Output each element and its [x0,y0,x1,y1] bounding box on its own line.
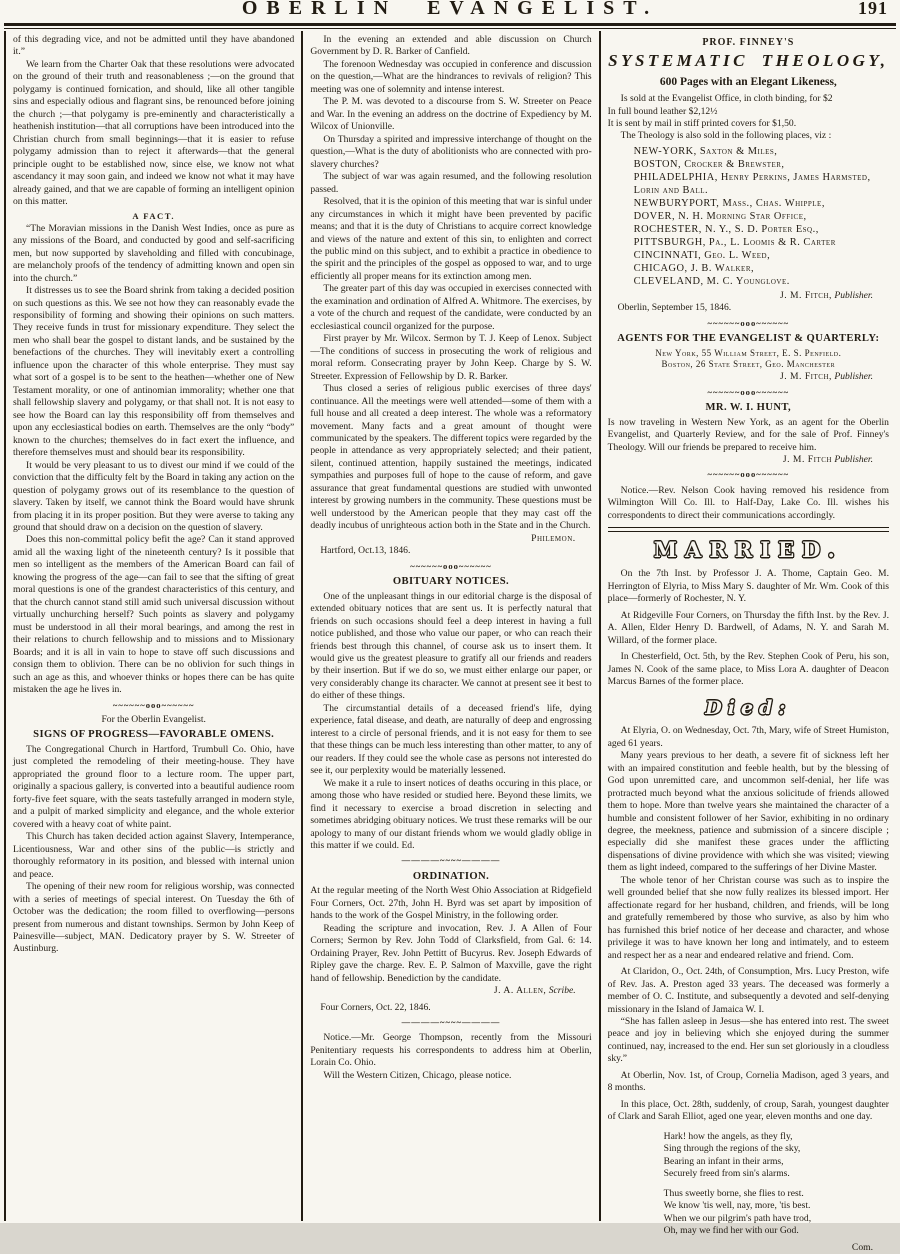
paragraph-died-2: Many years previous to her death, a severe fit of sickness left her with an impaired constitution and feeble health, but by the blessing of God upon unremitted care, and uncommon self-denial, her life was protracted much beyond what the anxious solicitude of friends allowed them to hope. More than twelve years she maintained the character of a humble and consistent follower of her Savior, exhibiting in no ordinary degree, the meekness, patience and submission of a sincere disciple ; especially did she manifest these graces under the afflicting dispensations of divine providence with which she was visited; viewing them as light indeed, compared to the sufferings of her Divine Master. [607,750,889,874]
heading-agents: AGENTS FOR THE EVANGELIST & QUARTERLY: [617,333,880,345]
seller-chicago: CHICAGO, J. B. Walker, [633,262,755,274]
signature-com: Com. [851,1241,873,1253]
double-rule [608,527,889,532]
heading-600-pages: 600 Pages with an Elegant Likeness, [659,76,837,89]
heading-prof-finneys: PROF. FINNEY'S [702,37,795,48]
paragraph-church-action: This Church has taken decided action against Slavery, Intemperance, Licentiousness, War and other sins of the public—is strictly and thoroughly reformatory in its position, and blessed with internal union and peace. [13,831,295,880]
signature-fitch-1 [608,290,889,302]
paragraph-ordination-1: At the regular meeting of the North West Ohio Association at Ridgefield Four Corners, Oct. 27th, John H. Byrd was set apart by imposition of hands to the work of the Gospel Ministry, in the following order. [310,885,592,922]
signature-fitch-2 [608,371,889,383]
paragraph-forenoon-wednesday: The forenoon Wednesday was occupied in conference and discussion on the question,—What are the hindrances to revivals of religion? This meeting was one of solemnity and intense interest. [310,58,592,95]
paragraph-leather-price: In full bound leather $2,12½ [607,105,718,117]
paragraph-ordination-2: Reading the scripture and invocation, Rev. J. A Allen of Four Corners; Sermon by Rev. John Todd of Clarksfield, from Gal. 6: 14. Ordaining Prayer, Rev. John Pettitt of Bucyrus. Rev. Joseph Edwards of Ripley gave the charge. Rev. E. P. Salmon of Maxville, gave the right hand of fellowship. Benediction by the candidate. [310,922,592,984]
paragraph-notice-nelson-cook: Notice.—Rev. Nelson Cook having removed his residence from Wilmington Will Co. Ill. to Half-Day, Lake Co. Ill. wishes his correspondents to direct their communications accordingly. [607,484,889,521]
poem-line: We know 'tis well, nay, more, 'tis best. [663,1200,811,1212]
signature-fitch-1-name: J. M. Fitch, [779,289,832,301]
seller-pittsburgh: PITTSBURGH, Pa., L. Loomis & R. Carter [633,236,836,248]
signature-fitch-1-role: Publisher. [834,289,873,301]
section-separator: ~~~~~~ooo~~~~~~ [707,317,790,328]
paragraph-greater-part: The greater part of this day was occupied in exercises connected with the examination and ordination of Alfred A. Whitmore. The exercises, by a vote of the church and request of the candidate, were conducted by an ecclesiastical council organized for the purpose. [310,283,592,332]
seller-cincinnati: CINCINNATI, Geo. L. Weed, [633,249,771,261]
seller-rochester: ROCHESTER, N. Y., S. D. Porter Esq., [633,223,819,235]
paragraph-thus-closed: Thus closed a series of religious public exercises of three days' continuance. All the meetings were well attended—some of them with a full house and all created a deep interest. The whole was a reformatory movement. Many facts and a great amount of thought were communicated by the speakers. The different topics were regarded by the people in attendance as very appropriately selected; and their patient, silent, continued attention, happily sustained the meetings, indicated sympathies and purposes full of hope to the cause of reform, and gave assurance that great fundamental questions are studied with unwonted interest by growing numbers in the community. These questions must be well understood by the American people that they may cast off the deadly incubus of unrighteous action both in the State and in the Church. [310,383,592,532]
poem-line: Hark! how the angels, as they fly, [663,1130,793,1142]
poem-line: Oh, may we find her with our God. [663,1225,799,1237]
seller-dover: DOVER, N. H. Morning Star Office, [633,210,807,222]
seller-cleveland: CLEVELAND, M. C. Younglove. [633,275,790,287]
section-separator: ————~~~~———— [401,855,501,866]
signature-fitch-3-role: Publisher. [834,453,873,465]
paragraph-obituary-1: One of the unpleasant things in our editorial charge is the disposal of extended obituary notices that are sent us. It is perfectly natural that friends on such occasions should feel a deep interest in having a full notice published, and those who value our paper, or who can reach their friends best through this channel, of course ask us to insert them. It would give us the greatest pleasure to gratify all our friends and readers by their insertion. But if we do so, we must either enlarge our paper, or very considerably change its character. We cannot at present see it best to do either of these things. [310,590,592,702]
heading-a-fact: A FACT. [132,210,175,221]
column-3 [599,31,896,1253]
dateline-oberlin: Oberlin, September 15, 1846. [617,302,732,314]
heading-ordination: ORDINATION. [412,870,490,882]
poem-line: When we our pilgrim's path have trod, [663,1212,812,1224]
seller-philadelphia: PHILADELPHIA, Henry Perkins, James Harmsted, Lorin and Ball. [633,171,871,196]
column-2 [301,31,598,1221]
poem-stanza-1 [664,1131,889,1181]
dateline-four-corners: Four Corners, Oct. 22, 1846. [320,1001,431,1013]
signature-fitch-2-name: J. M. Fitch, [779,371,832,383]
poem-stanza-2 [664,1188,889,1238]
paragraph-died-6: At Oberlin, Nov. 1st, of Croup, Cornelia Madison, aged 3 years, and 8 months. [607,1069,889,1094]
paragraph-notice-thompson: Notice.—Mr. George Thompson, recently from the Missouri Penitentiary requests his correspondents to address him at Oberlin, Lorain Co. Ohio. [310,1032,592,1069]
signature-allen-role: Scribe. [548,985,576,997]
paragraph-died-7: In this place, Oct. 28th, suddenly, of croup, Sarah, youngest daughter of Clark and Sarah Elliot, aged one year, eleven months and one day. [607,1098,889,1123]
header-rule [4,23,896,29]
seller-new-york: NEW-YORK, Saxton & Miles, [633,145,778,157]
paragraph-died-5: “She has fallen asleep in Jesus—she has entered into rest. The sweet peace and joy in believing which she enjoyed during the summer continued, nay, increased to the end. Her sun set gloriously in a cloudless sky.” [607,1016,889,1065]
signature-allen [310,985,591,997]
poem-line: Securely freed from sin's alarms. [663,1168,790,1180]
section-separator: ~~~~~~ooo~~~~~~ [707,469,790,480]
paragraph-married-1: On the 7th Inst. by Professor J. A. Thome, Captain Geo. M. Herrington of Elyria, to Miss Mary S. daughter of Mr. Wm. Cook of this place—formerly of Rochester, N. Y. [607,568,889,605]
paragraph-congregational-church: The Congregational Church in Hartford, Trumbull Co. Ohio, have just completed the remodeling of their meeting-house. They have appropriated the ground floor to a lecture room. The upper part, originally a spacious gallery, is converted into a beautiful audience room forty-five feet square, with the seats tastefully arranged in modern style, and a pulpit of marked simplicity and elegance, and the whole exterior covered with a heavy coat of white paint. [13,743,295,830]
paragraph-first-prayer: First prayer by Mr. Wilcox. Sermon by T. J. Keep of Lenox. Subject—The conditions of success in prosecuting the work of religious and moral reform. Consecrating prayer by John Keep. Charge by S. W. Streeter. Expression of Fellowship by D. R. Barker. [310,333,592,382]
paragraph-moravian: “The Moravian missions in the Danish West Indies, once as pure as any missions of the Board, and conducted by good and self-sacrificing men, but now supported by slaveholding and filled with concubinage, are melancholy proofs of the tendency of admitting known and open sin into the church.” [13,222,295,284]
columns [4,31,896,1253]
paragraph-subject-of-war: The subject of war was again resumed, and the following resolution passed. [310,171,592,195]
paragraph-obituary-3: We make it a rule to insert notices of deaths occuring in this place, or among those who have resided or studied here. Beyond these limits, we find it necessary to exercise a broad discretion in selecting and sometimes abridging obituary notices. We trust these remarks will be our apology to many of our distant friends whom we would gladly oblige in this matter if we could. Ed. [310,777,592,851]
paragraph-sold-at-office: Is sold at the Evangelist Office, in cloth binding, for $2 [620,93,833,105]
seller-boston: BOSTON, Crocker & Brewster, [633,158,785,170]
paragraph-hunt: Is now traveling in Western New York, as an agent for the Oberlin Evangelist, and Quarterly Review, and for the sale of Prof. Finney's Theology. Will our friends be prepared to receive him. [607,416,889,453]
paragraph-distresses: It distresses us to see the Board shrink from taking a decided position on such questions as this. We see not how they can reasonably evade the responsibility of forming and showing their opinions on such matters. They receive funds in trust for missionary expenditure. They select the men who shall bear the gospel to distant lands, and be sustained by the benefactions of the churches. They will inevitably exert a controlling influence upon the character of this whole enterprise. They must say what sort of a gospel is to be sent to the heathen—whether one of New Testament morality, or one of antinomian immorality; whether one that shall fellowship slavery and polygamy, or that shall not. It is not easy to see how the Board can lay this responsibility off from themselves and upon any ecclesiastical bodies on earth. Themselves are the only “body” known to the churches; themselves do in fact exert the influence, and therefore themselves must and should bear its responsibility. [13,285,295,459]
seller-list [634,145,889,288]
signature-allen-name: J. A. Allen, [493,985,547,997]
dateline-hartford: Hartford, Oct.13, 1846. [320,545,411,557]
signature-philemon: Philemon. [531,532,576,544]
section-separator: ~~~~~~ooo~~~~~~ [410,560,492,571]
newspaper-title: OBERLIN EVANGELIST. [241,0,659,19]
byline-for-evangelist: For the Oberlin Evangelist. [101,713,206,725]
paragraph-married-3: In Chesterfield, Oct. 5th, by the Rev. Stephen Cook of Peru, his son, James N. Cook of the same place, to Miss Lora A. daughter of Deacon Marcus Barnes of the former place. [607,651,889,688]
paragraph-sent-by-mail: It is sent by mail in stiff printed covers for $1,50. [607,117,797,129]
paragraph-married-2: At Ridgeville Four Corners, on Thursday the fifth Inst. by the Rev. J. A. Allen, Elder Henry D. Bardwell, of Adams, N. Y. and Sarah M. Willard, of the former place. [607,609,889,646]
poem-line: Sing through the regions of the sky, [663,1143,801,1155]
poem-line: Thus sweetly borne, she flies to rest. [663,1187,804,1199]
paragraph-pm-discourse: The P. M. was devoted to a discourse from S. W. Streeter on Peace and War. In the evening an address on the doctrine of Expediency by M. Wilcox of Unionville. [310,96,592,133]
agent-new-york: New York, 55 William Street, E. S. Penfield. [655,347,842,358]
paragraph-opening-new-room: The opening of their new room for religious worship, was connected with a series of meetings of special interest. On Tuesday the 6th of October was the dedication; the room filled to overflowing—persons present from numerous and distant townships. Sermon by John Keep of Painesville—subject, MAN. Dedicatory prayer by S. W. Streeter of Austinburg. [13,881,295,955]
paragraph-died-4: At Claridon, O., Oct. 24th, of Consumption, Mrs. Lucy Preston, wife of Rev. Jas. A. Preston aged 33 years. The deceased was formerly a member of O. C. Institute, and subsequently a devoted and self-denying missionary in the Island of Jamaica W. I. [607,966,889,1015]
paragraph-charter-oak: We learn from the Charter Oak that these resolutions were advocated on the ground of their truth and reasonableness ;—on the ground that polygamy is continued fornication, and should, like all other tangible sins and especially odious and flagrant sins, be renounced before joining the church ;—that polygamy is pre-eminently and characteristically a heathenish institution—that all corruptions have been introduced into the Christian church from small beginnings—that it is easier to refuse polygamy admission than to reject it afterwards—that the general principle ought to be established now, since else, we know not what ascendancy it may soon gain, and indeed we know not what it may have already gained, and that we are capable of forming an intelligent opinion on this matter. [13,58,295,208]
heading-married: MARRIED. [653,537,843,563]
paragraph-noncommittal: Does this non-committal policy befit the age? Can it stand approved amid all the waxing light of the nineteenth century? Is it possible that men so intelligent as the members of the American Board can fail of knowing the progress of the age—can fail to see that the sifting of great moral questions is one of the grandest characteristics of this century, and that the church cannot stand still amid such universal discussion without virtually unchurching herself? Such points as slavery and polygamy must be understood in all their moral bearings, and among the rest in their relations to church fellowship and to missions and to Missionary Boards; and it is all in vain to hope to stave off such discussions and consign them to oblivion. There can be no oblivion for such things in such an age as this, and whoever thinks or hopes there can be has quite mistaken the age he lives in. [13,534,295,696]
heading-mr-hunt: MR. W. I. HUNT, [705,401,792,413]
heading-systematic-theology: SYSTEMATIC THEOLOGY, [608,51,889,70]
paragraph-also-sold: The Theology is also sold in the following places, viz : [620,130,832,142]
heading-obituary-notices: OBITUARY NOTICES. [392,575,510,587]
paragraph-died-1: At Elyria, O. on Wednesday, Oct. 7th, Mary, wife of Street Humiston, aged 61 years. [607,725,889,749]
seller-newburyport: NEWBURYPORT, Mass., Chas. Whipple, [633,197,825,209]
paragraph-thursday-interchange: On Thursday a spirited and impressive interchange of thought on the question,—What is the duty of abolitionists who are connected with pro-slavery churches? [310,133,592,170]
poem-line: Bearing an infant in their arms, [663,1155,784,1167]
heading-signs-of-progress: SIGNS OF PROGRESS—FAVORABLE OMENS. [33,729,275,741]
paragraph-evening-discussion: In the evening an extended and able discussion on Church Government by D. R. Barker of Canfield. [310,34,592,58]
page-number: 191 [858,0,888,18]
paragraph-pleasant: It would be very pleasant to us to divest our mind if we could of the conviction that the difficulty felt by the Board in taking any action on the question of polygamy grows out of its resemblance to the question of slavery. Taken by itself, we cannot think the Board would have shrunk from placing it in its proper position. But they were averse to taking any ground that should draw on a decision on the question of slavery. [13,459,295,533]
signature-fitch-3-name: J. M. Fitch [782,453,832,465]
masthead [0,0,900,23]
paragraph-resolved: Resolved, that it is the opinion of this meeting that war is sinful under any circumstances in which it might have been prevented by pacific means; and that it is the duty of Christians to acquire correct knowledge and views of the nature and extent of this sin, to enlighten and correct the public mind on this subject, and to exhibit a practice in obedience to the spirit and the principles of the gospel as opposed to war, and to urge efficiently all proper means for its extinction among men. [310,196,592,282]
agent-boston: Boston, 26 State Street, Geo. Manchester [661,359,836,370]
column-1 [6,31,301,1221]
paragraph-western-citizen: Will the Western Citizen, Chicago, please notice. [323,1069,512,1081]
signature-fitch-2-role: Publisher. [834,371,873,383]
paragraph-obituary-2: The circumstantial details of a deceased friend's life, dying experience, fatal disease, and death, are naturally of deep and engrossing interest to a circle of personal friends, and it is not easy for them to see that these things can be much less interesting than other matter, to any of our readers. If they could see the whole case as persons not interested do see it, our perplexity would be materially lessened. [310,702,592,777]
paragraph-died-3: The whole tenor of her Christan course was such as to inspire the well grounded belief that she now fully realizes its blessed import. Her affectionate regard for her husband, children, and friends, will be long and gratefully remembered by those who survive, as also by him who has furnished this brief notice of her decease and character, and whose privilege it was to have known her long and intimately, and to esteem and respect her as a near and endeared relative and friend. Com. [607,874,889,961]
section-separator: ~~~~~~ooo~~~~~~ [112,699,195,710]
section-separator: ~~~~~~ooo~~~~~~ [707,386,790,397]
signature-fitch-3 [608,454,889,466]
section-separator: ————~~~~———— [401,1017,501,1028]
heading-died: Died: [705,696,792,719]
paragraph-continuation: of this degrading vice, and not be admitted until they have abandoned it.” [13,34,295,58]
